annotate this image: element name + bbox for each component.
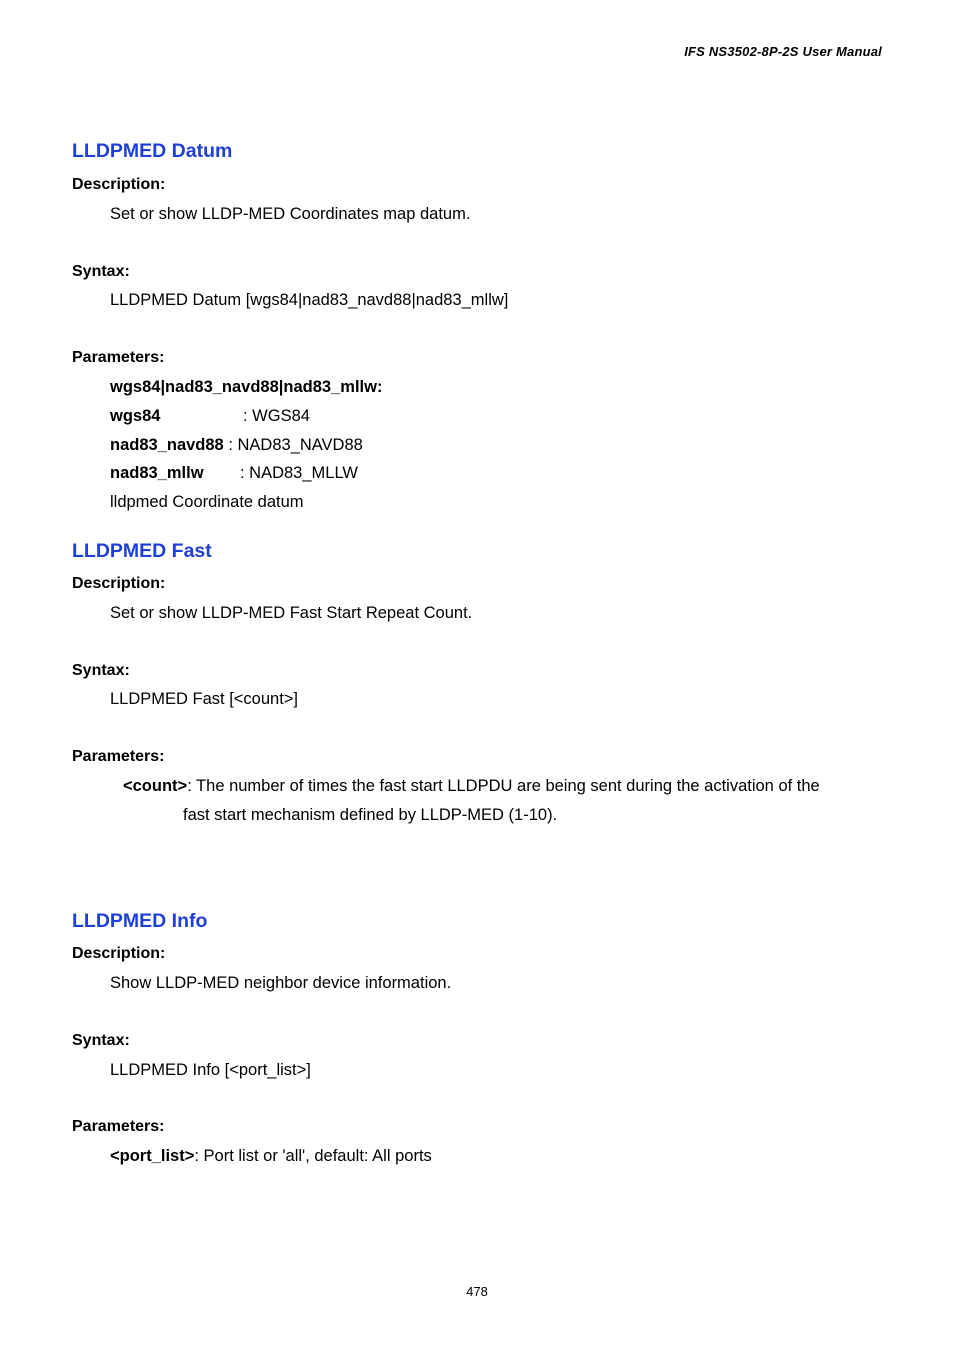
param-name: wgs84 [110, 407, 161, 425]
param-value: : WGS84 [243, 407, 310, 425]
param-name: nad83_navd88 [110, 436, 224, 454]
parameters-label: Parameters: [72, 349, 165, 366]
parameters-label: Parameters: [72, 1118, 165, 1135]
param-name: nad83_mllw [110, 464, 204, 482]
syntax-label: Syntax: [72, 263, 130, 280]
syntax-text: LLDPMED Info [<port_list>] [110, 1061, 311, 1079]
param-row [110, 436, 363, 455]
parameters-label: Parameters: [72, 748, 165, 765]
param-name: <count> [123, 777, 188, 795]
syntax-text: LLDPMED Fast [<count>] [110, 690, 299, 708]
description-text: Show LLDP-MED neighbor device information. [110, 974, 452, 992]
param-note: lldpmed Coordinate datum [110, 493, 304, 511]
section-heading-datum: LLDPMED Datum [72, 140, 233, 162]
param-text: : The number of times the fast start LLDPDU are being sent during the activation of the [187, 777, 820, 795]
syntax-label: Syntax: [72, 662, 130, 679]
param-text-continued: fast start mechanism defined by LLDP-MED (1-10). [183, 806, 558, 824]
page-number: 478 [466, 1284, 488, 1299]
param-row [123, 777, 820, 796]
description-label: Description: [72, 945, 166, 962]
param-value: : NAD83_NAVD88 [223, 436, 363, 454]
section-heading-info: LLDPMED Info [72, 910, 208, 932]
syntax-text: LLDPMED Datum [wgs84|nad83_navd88|nad83_mllw] [110, 291, 509, 309]
param-heading: wgs84|nad83_navd88|nad83_mllw: [110, 378, 383, 396]
param-row [110, 1147, 432, 1166]
description-label: Description: [72, 575, 166, 592]
param-text: : Port list or 'all', default: All ports [194, 1147, 432, 1165]
param-name: <port_list> [110, 1147, 195, 1165]
syntax-label: Syntax: [72, 1032, 130, 1049]
param-value: : NAD83_MLLW [240, 464, 358, 482]
description-text: Set or show LLDP-MED Fast Start Repeat Count. [110, 604, 473, 622]
description-text: Set or show LLDP-MED Coordinates map datum. [110, 205, 471, 223]
description-label: Description: [72, 176, 166, 193]
page-header: IFS NS3502-8P-2S User Manual [684, 44, 882, 59]
section-heading-fast: LLDPMED Fast [72, 540, 212, 562]
